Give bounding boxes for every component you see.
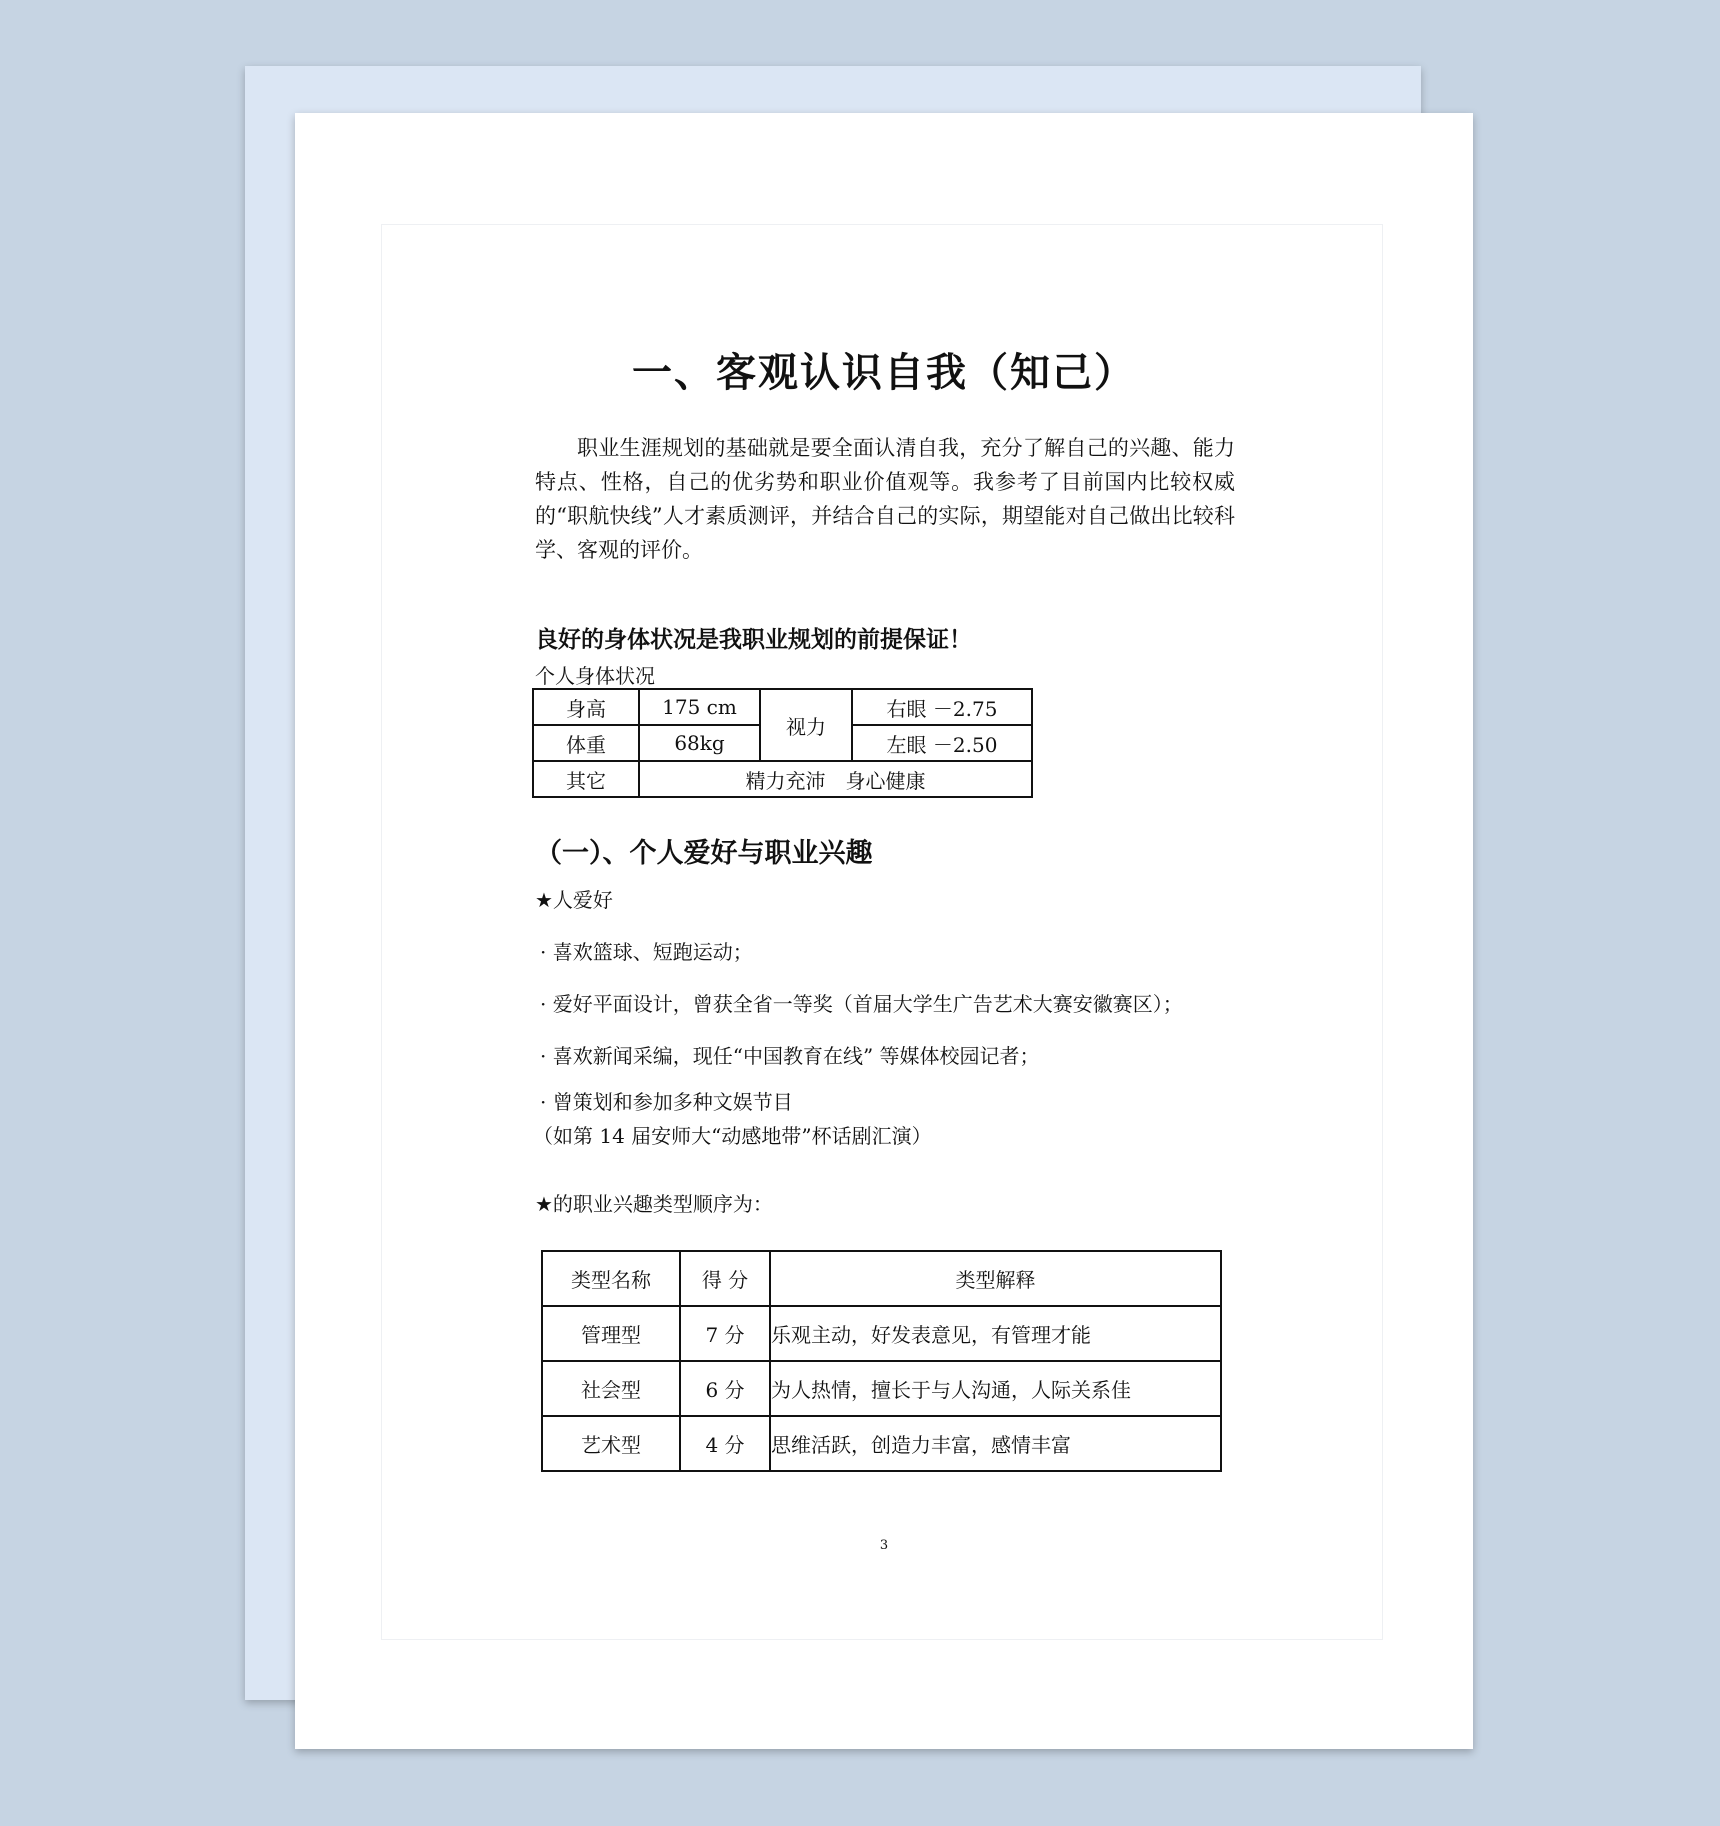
cell: 管理型 bbox=[542, 1306, 680, 1361]
page-title: 一、客观认识自我（知己） bbox=[632, 350, 1136, 396]
cell: 体重 bbox=[533, 725, 639, 761]
table-header-row bbox=[542, 1251, 1221, 1306]
cell: 身高 bbox=[533, 689, 639, 725]
cell: 精力充沛 身心健康 bbox=[639, 761, 1032, 797]
cell: 其它 bbox=[533, 761, 639, 797]
health-table bbox=[532, 688, 1033, 798]
table-row bbox=[542, 1306, 1221, 1361]
list-item: · 曾策划和参加多种文娱节目 bbox=[540, 1090, 793, 1114]
cell: 68kg bbox=[639, 725, 760, 761]
cell: 艺术型 bbox=[542, 1416, 680, 1471]
intro-paragraph: 职业生涯规划的基础就是要全面认清自我，充分了解自己的兴趣、能力特点、性格，自己的优劣势和职业价值观等。我参考了目前国内比较权威的“职航快线”人才素质测评，并结合自己的实际，期望能对自己做出比较科学、客观的评价。 bbox=[535, 436, 1235, 562]
page-number: 3 bbox=[879, 1538, 889, 1553]
cell: 6 分 bbox=[680, 1361, 770, 1416]
cell: 乐观主动，好发表意见，有管理才能 bbox=[770, 1306, 1221, 1361]
cell: 175 cm bbox=[639, 689, 760, 725]
cell: 为人热情，擅长于与人沟通，人际关系佳 bbox=[770, 1361, 1221, 1416]
cell: 右眼 －2.75 bbox=[852, 689, 1032, 725]
interest-table bbox=[541, 1250, 1222, 1472]
cell: 4 分 bbox=[680, 1416, 770, 1471]
list-item: · 喜欢篮球、短跑运动； bbox=[540, 940, 753, 964]
cell: 视力 bbox=[760, 689, 852, 761]
section-heading: （一）、个人爱好与职业兴趣 bbox=[535, 838, 873, 869]
health-caption: 个人身体状况 bbox=[535, 664, 655, 688]
cell: 7 分 bbox=[680, 1306, 770, 1361]
health-heading: 良好的身体状况是我职业规划的前提保证！ bbox=[535, 627, 972, 653]
header-cell: 得 分 bbox=[680, 1251, 770, 1306]
table-row bbox=[542, 1416, 1221, 1471]
cell: 左眼 －2.50 bbox=[852, 725, 1032, 761]
list-item: · 爱好平面设计，曾获全省一等奖（首届大学生广告艺术大赛安徽赛区）； bbox=[540, 992, 1183, 1016]
interest-heading: ★的职业兴趣类型顺序为： bbox=[535, 1192, 773, 1216]
table-row bbox=[542, 1361, 1221, 1416]
cell: 社会型 bbox=[542, 1361, 680, 1416]
list-item: （如第 14 届安师大“动感地带”杯话剧汇演） bbox=[533, 1124, 932, 1148]
hobbies-subheading: ★人爱好 bbox=[535, 888, 613, 912]
document-page bbox=[295, 113, 1473, 1749]
header-cell: 类型解释 bbox=[770, 1251, 1221, 1306]
list-item: · 喜欢新闻采编，现任“中国教育在线” 等媒体校园记者； bbox=[540, 1044, 1040, 1068]
cell: 思维活跃，创造力丰富，感情丰富 bbox=[770, 1416, 1221, 1471]
header-cell: 类型名称 bbox=[542, 1251, 680, 1306]
